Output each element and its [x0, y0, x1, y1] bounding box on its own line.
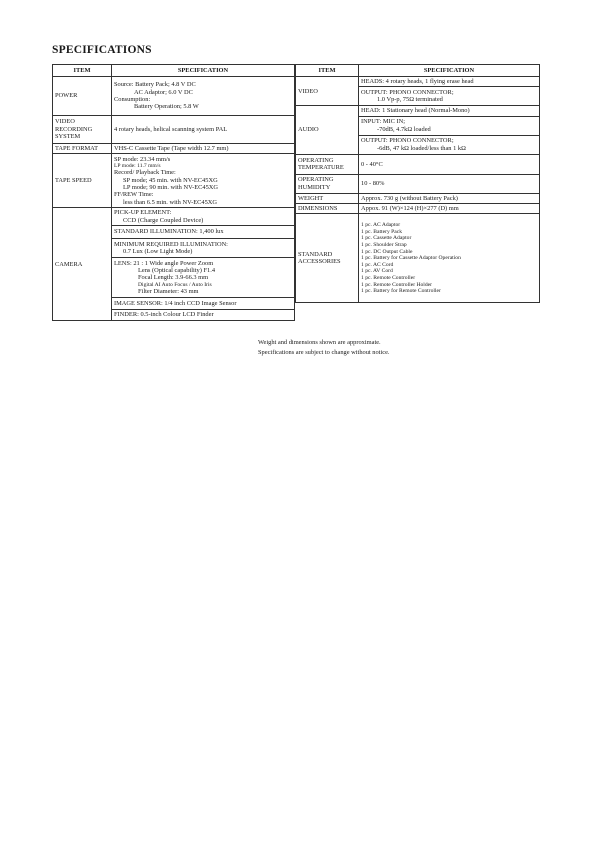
item-line: ACCESSORIES	[298, 258, 341, 266]
lens-line: LENS: 21 : 1 Wide angle Power Zoom	[114, 259, 214, 267]
spec-weight: Approx. 730 g (without Battery Pack)	[359, 193, 540, 203]
list-item: 1 pc. DC Output Cable	[361, 248, 413, 255]
item-video-recording	[53, 116, 112, 144]
item-tape-speed: TAPE SPEED	[53, 154, 112, 208]
row-video-heads	[296, 77, 540, 87]
item-line: OPERATING	[298, 156, 334, 164]
spec-camera-pickup	[112, 208, 295, 226]
list-item: 1 pc. Remote Controller Holder	[361, 281, 432, 288]
list-item: 1 pc. Cassette Adaptor	[361, 235, 412, 242]
tape-speed-line: less than 6.5 min. with NV-EC45XG	[123, 198, 218, 206]
item-line: TEMPERATURE	[298, 164, 344, 172]
power-line: Consumption:	[114, 96, 151, 103]
spec-tape-format: VHS-C Cassette Tape (Tape width 12.7 mm)	[112, 144, 295, 154]
list-item: 1 pc. Battery for Remote Controller	[361, 288, 441, 295]
camera-pickup-line: CCD (Charge Coupled Device)	[123, 216, 204, 224]
lens-line: Filter Diameter: 43 mm	[138, 288, 199, 296]
spec-audio-head: HEAD: 1 Stationary head (Normal-Mono)	[359, 106, 540, 116]
min-illum-line: 0.7 Lux (Low Light Mode)	[123, 248, 193, 256]
tape-speed-line: LP mode; 90 min. with NV-EC45XG	[123, 184, 219, 192]
lens-line: Focal Length: 3.9-66.3 mm	[138, 274, 209, 282]
item-line: SYSTEM	[55, 133, 81, 141]
min-illum-line: MINIMUM REQUIRED ILLUMINATION:	[114, 240, 228, 248]
table-header-row	[296, 65, 540, 77]
item-accessories	[296, 214, 359, 303]
spec-dimensions: Appox. 91 (W)×124 (H)×277 (D) mm	[359, 204, 540, 214]
header-spec: SPECIFICATION	[112, 65, 295, 77]
row-power	[53, 77, 295, 116]
video-output-line: OUTPUT: PHONO CONNECTOR;	[361, 89, 454, 96]
item-line: HUMIDITY	[298, 183, 331, 191]
tape-speed-line: SP mode; 45 min. with NV-EC45XG	[123, 176, 218, 184]
list-item: 1 pc. Battery for Cassette Adaptor Operation	[361, 255, 461, 262]
item-line: OPERATING	[298, 176, 334, 184]
header-spec: SPECIFICATION	[359, 65, 540, 77]
lens-line: Digital AI Auto Focus / Auto Iris	[138, 281, 212, 288]
item-line: VIDEO	[55, 118, 75, 126]
spec-minimum-illumination	[112, 239, 295, 258]
camera-pickup-line: PICK-UP ELEMENT:	[114, 209, 172, 217]
item-power: POWER	[53, 77, 112, 116]
spec-standard-illumination: STANDARD ILLUMINATION: 1,400 lux	[112, 226, 295, 239]
audio-input-line: -70dB, 4.7kΩ loaded	[377, 125, 431, 133]
spec-table-right	[295, 64, 540, 303]
spec-video-recording: 4 rotary heads, helical scanning system PAL	[112, 116, 295, 144]
audio-output-line: OUTPUT: PHONO CONNECTOR;	[361, 137, 454, 145]
power-line: Battery Operation; 5.8 W	[134, 103, 199, 111]
row-tape-speed	[53, 154, 295, 208]
list-item: 1 pc. Shoulder Strap	[361, 241, 407, 248]
footnote: Weight and dimensions shown are approximate.	[258, 339, 381, 346]
item-dimensions: DIMENSIONS	[296, 204, 359, 214]
row-camera-pickup	[53, 208, 295, 226]
item-weight: WEIGHT	[296, 193, 359, 203]
footnote: Specifications are subject to change without notice.	[258, 348, 390, 356]
item-camera: CAMERA	[53, 208, 112, 321]
tape-speed-line: FF/REW Time:	[114, 191, 154, 199]
list-item: 1 pc. AC Cord	[361, 261, 394, 268]
tape-speed-line: Record/ Playback Time:	[114, 169, 176, 177]
header-item: ITEM	[296, 65, 359, 77]
spec-tape-speed	[112, 154, 295, 208]
spec-power	[112, 77, 295, 116]
audio-input-line: INPUT: MIC IN;	[361, 118, 406, 126]
audio-output-line: -6dB, 47 kΩ loaded/less than 1 kΩ	[377, 144, 466, 152]
item-operating-humidity	[296, 174, 359, 193]
spec-table-left	[52, 64, 295, 321]
list-item: 1 pc. Remote Controller	[361, 274, 416, 281]
spec-video-heads: HEADS: 4 rotary heads, 1 flying erase head	[359, 77, 540, 87]
video-output-line: 1.0 Vp-p, 75Ω terminated	[377, 96, 443, 104]
spec-image-sensor: IMAGE SENSOR: 1/4 inch CCD Image Sensor	[112, 298, 295, 310]
spec-video-output	[359, 87, 540, 106]
table-header-row	[53, 65, 295, 77]
spec-accessories	[359, 214, 540, 303]
lens-line: Lens (Optical capability) F1.4	[138, 267, 216, 274]
list-item: 1 pc. Battery Pack	[361, 228, 403, 235]
row-audio-head	[296, 106, 540, 116]
item-line: STANDARD	[298, 251, 333, 259]
row-operating-temp	[296, 154, 540, 174]
header-item: ITEM	[53, 65, 112, 77]
item-tape-format: TAPE FORMAT	[53, 144, 112, 154]
row-weight	[296, 193, 540, 203]
power-line: Source: Battery Pack; 4.8 V DC	[114, 81, 196, 89]
spec-lens	[112, 258, 295, 298]
spec-operating-humidity: 10 - 80%	[359, 174, 540, 193]
list-item: 1 pc. AV Cord	[361, 268, 393, 275]
item-line: RECORDING	[55, 125, 93, 133]
row-accessories	[296, 214, 540, 303]
tape-speed-line: SP mode: 23.34 mm/s	[114, 155, 171, 163]
power-line: AC Adaptor; 6.0 V DC	[134, 88, 193, 96]
row-video-recording	[53, 116, 295, 144]
footnotes	[258, 338, 390, 357]
row-operating-humidity	[296, 174, 540, 193]
item-operating-temp	[296, 154, 359, 174]
page-title: SPECIFICATIONS	[52, 44, 152, 56]
spec-finder: FINDER: 0.5-inch Colour LCD Finder	[112, 310, 295, 321]
spec-audio-input	[359, 116, 540, 135]
item-audio: AUDIO	[296, 106, 359, 154]
row-tape-format	[53, 144, 295, 154]
spec-operating-temp: 0 - 40°C	[359, 154, 540, 174]
spec-audio-output	[359, 135, 540, 154]
tape-speed-line: LP mode: 11.7 mm/s	[114, 162, 161, 169]
row-dimensions	[296, 204, 540, 214]
list-item: 1 pc. AC Adaptor	[361, 222, 401, 229]
item-video: VIDEO	[296, 77, 359, 106]
